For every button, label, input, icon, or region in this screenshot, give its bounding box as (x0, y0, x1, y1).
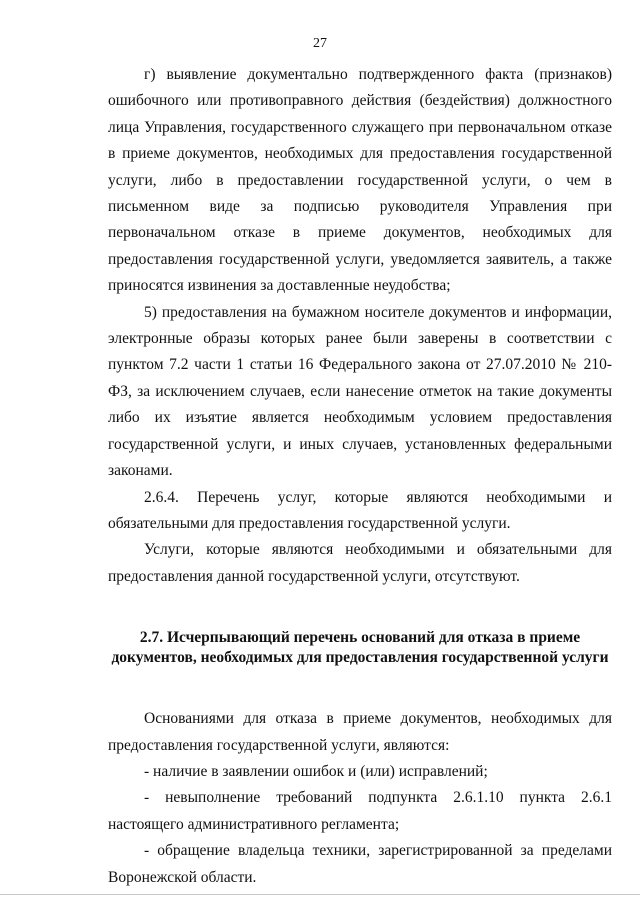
paragraph-item-g: г) выявление документально подтвержденного факта (признаков) ошибочного или противоправного действия (бездействия) должностного лица Управления, государственного служащего при первоначальном отказе в приеме документов, необходимых для предоставления государственной услуги, либо в предоставлении государственной услуги, о чем в письменном виде за подписью руководителя Управления при первоначальном отказе в приеме документов, необходимых для предоставления государственной услуги, уведомляется заявитель, а также приносятся извинения за доставленные неудобства; (108, 66, 612, 295)
paragraph-item-5: 5) предоставления на бумажном носителе документов и информации, электронные образы которых ранее были заверены в соответствии с пунктом 7.2 части 1 статьи 16 Федерального закона от 27.07.2010 № 210-ФЗ, за исключением случаев, если нанесение отметок на такие документы либо их изъятие является необходимым условием предоставления государственной услуги, и иных случаев, установленных федеральными законами. (108, 303, 612, 480)
page-bottom-edge (0, 894, 640, 895)
grounds-item-region: - обращение владельца техники, зарегистрированной за пределами Воронежской области. (108, 842, 612, 886)
paragraph-services-absent: Услуги, которые являются необходимыми и обязательными для предоставления данной государственной услуги, отсутствуют. (108, 541, 612, 585)
grounds-item-errors: - наличие в заявлении ошибок и (или) исправлений; (144, 762, 488, 780)
paragraph-2-6-4: 2.6.4. Перечень услуг, которые являются необходимыми и обязательными для предоставления государственной услуги. (108, 488, 612, 532)
page-number: 27 (313, 36, 327, 51)
section-heading-2-7: 2.7. Исчерпывающий перечень оснований для отказа в приеме документов, необходимых для предоставления государственной услуги (111, 629, 609, 667)
document-body (108, 62, 612, 891)
grounds-item-requirements: - невыполнение требований подпункта 2.6.1.10 пункта 2.6.1 настоящего административного регламента; (108, 789, 612, 833)
grounds-intro: Основаниями для отказа в приеме документов, необходимых для предоставления государственной услуги, являются: (108, 710, 612, 754)
